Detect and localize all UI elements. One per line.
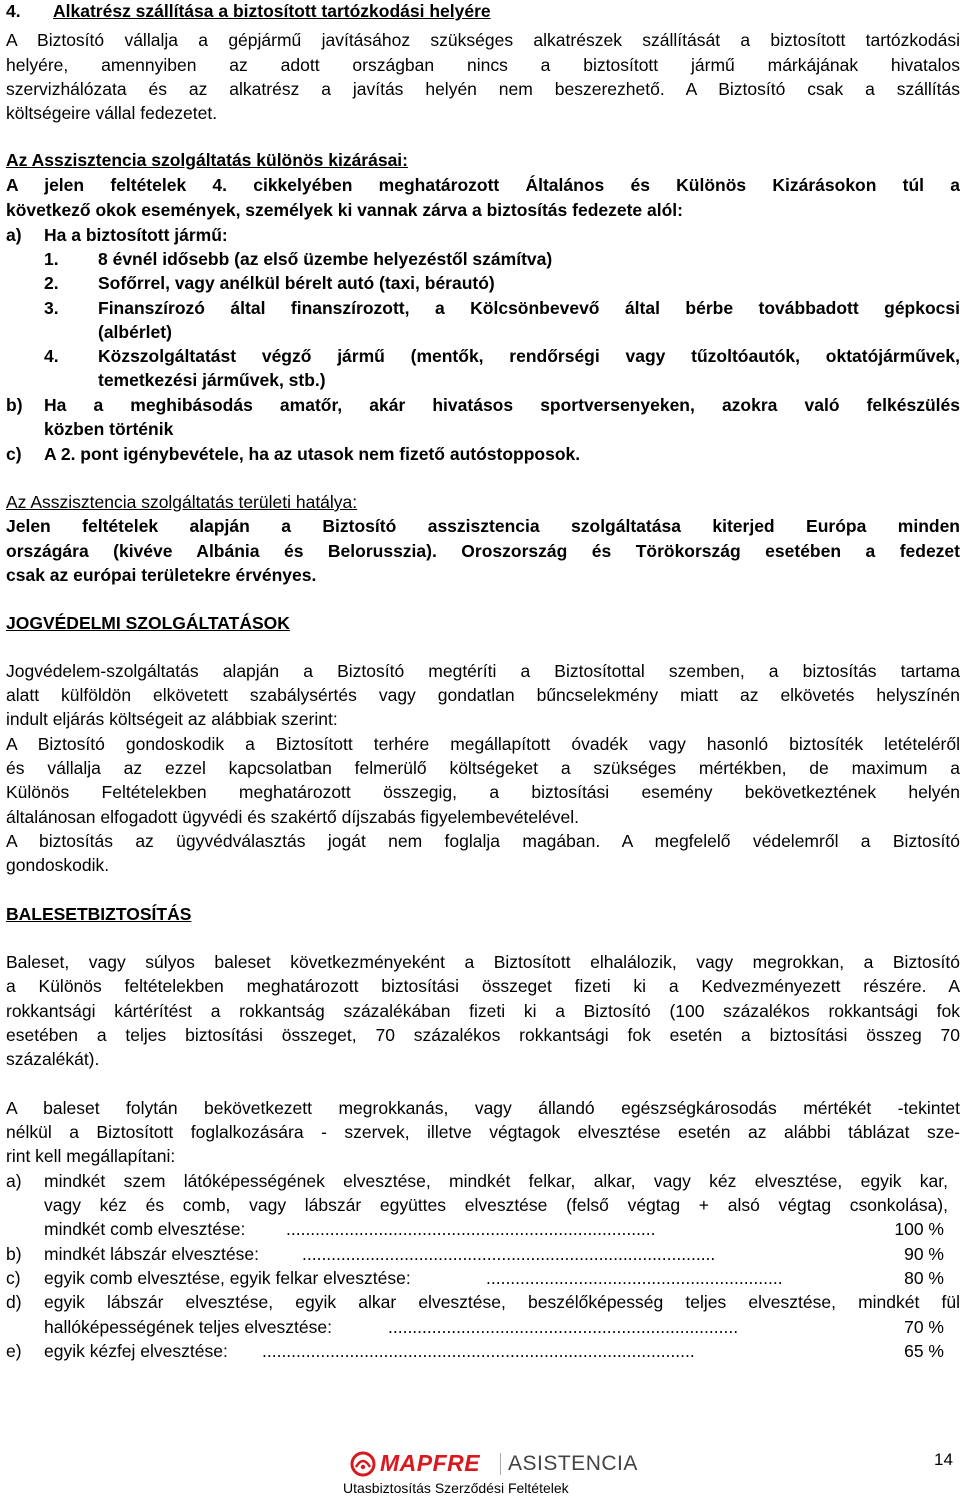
row-text: egyik kézfej elvesztése:	[44, 1341, 228, 1361]
mapfre-asistencia-logo	[350, 1450, 638, 1478]
logo-divider	[500, 1453, 501, 1475]
exclusions-intro-2: következő okok események, személyek ki vannak zárva a biztosítás fedezete alól:	[6, 200, 683, 220]
legal-line-4: A Biztosító gondoskodik a Biztosított terhére megállapított óvadék vagy hasonló biztosíték letételéről	[6, 734, 960, 754]
page-footer	[0, 1450, 960, 1495]
accident-p1-line-5: százalékát).	[6, 1049, 100, 1069]
leader-dots: .........................................................................................	[262, 1341, 695, 1361]
row-value: 100 %	[894, 1219, 944, 1239]
exclusions-title: Az Asszisztencia szolgáltatás különös kizárásai:	[6, 150, 408, 170]
list-text: Ha a biztosított jármű:	[44, 225, 228, 245]
disability-row-b	[6, 1243, 960, 1267]
leader-dots: ........................................................................	[388, 1317, 739, 1337]
section-title: Alkatrész szállítása a biztosított tartózkodási helyére	[53, 1, 491, 21]
brand-name: MAPFRE	[380, 1450, 481, 1476]
legal-line-1: Jogvédelem-szolgáltatás alapján a Biztosító megtéríti a Biztosítottal szemben, a biztosítás tartama	[6, 661, 960, 681]
accident-p1-line-2: a Különös feltételekben meghatározott biztosítási összeget fizeti ki a Kedvezményezett részére. A	[6, 976, 960, 996]
document-title-footer: Utasbiztosítás Szerződési Feltételek	[343, 1480, 569, 1496]
disability-row-a-cont: vagy kéz és comb, vagy lábszár együttes elvesztése (felső végtag + alsó végtag csonkolása),	[44, 1195, 948, 1215]
row-label: b)	[6, 1244, 22, 1264]
row-text: mindkét comb elvesztése:	[44, 1219, 246, 1239]
legal-line-2: alatt külföldön elkövetett szabálysértés vagy gondatlan bűncselekmény miatt az elkövetés helyszínén	[6, 685, 960, 705]
exclusions-intro-1: A jelen feltételek 4. cikkelyében meghatározott Általános és Különös Kizárásokon túl a	[6, 175, 960, 195]
s4-line-1: A Biztosító vállalja a gépjármű javításához szükséges alkatrészek szállítását a biztosított tartózkodási	[6, 30, 960, 50]
legal-title: JOGVÉDELMI SZOLGÁLTATÁSOK	[6, 613, 290, 633]
list-text: A 2. pont igénybevétele, ha az utasok nem fizető autóstopposok.	[44, 444, 581, 464]
territory-line-2: országára (kivéve Albánia és Belorusszia). Oroszország és Törökország esetében a fedezet	[6, 541, 960, 561]
row-value: 90 %	[892, 1243, 944, 1265]
item-number: 4.	[44, 346, 59, 366]
row-value: 70 %	[892, 1316, 944, 1338]
row-label: c)	[6, 1268, 21, 1288]
leader-dots: ............................................................................	[286, 1219, 656, 1239]
s4-line-4: költségeire vállal fedezetet.	[6, 103, 218, 123]
item-number: 3.	[44, 298, 59, 318]
row-text: egyik lábszár elvesztése, egyik alkar elvesztése, beszélőképesség teljes elvesztése, mindkét fül	[44, 1292, 960, 1312]
disability-row-e	[6, 1340, 960, 1364]
row-label: e)	[6, 1341, 22, 1361]
item-text: Sofőrrel, vagy anélkül bérelt autó (taxi, bérautó)	[98, 273, 495, 293]
row-text: mindkét szem látóképességének elvesztése, mindkét felkar, alkar, vagy kéz elvesztése, egyik kar,	[44, 1171, 948, 1191]
accident-p2-line-2: nélkül a Biztosított foglalkozására - szervek, illetve végtagok elvesztése esetén az alábbi táblázat sze-	[6, 1122, 960, 1142]
exclusion-b-cont: közben történik	[44, 419, 174, 439]
exclusion-item-3-cont: (albérlet)	[98, 322, 172, 342]
row-text: egyik comb elvesztése, egyik felkar elvesztése:	[44, 1268, 411, 1288]
row-label: d)	[6, 1292, 22, 1312]
section-number: 4.	[6, 1, 21, 21]
item-text: Finanszírozó által finanszírozott, a Kölcsönbevevő által bérbe továbbadott gépkocsi	[98, 298, 960, 318]
section-4-heading	[6, 0, 491, 22]
accident-title: BALESETBIZTOSÍTÁS	[6, 904, 192, 924]
territory-line-1: Jelen feltételek alapján a Biztosító asszisztencia szolgáltatása kiterjed Európa minden	[6, 516, 960, 536]
accident-p1-line-1: Baleset, vagy súlyos baleset következményeként a Biztosított elhalálozik, vagy megrokkan, a Biztosító	[6, 952, 960, 972]
disability-row-d-last	[6, 1316, 960, 1340]
territory-title: Az Asszisztencia szolgáltatás területi hatálya:	[6, 492, 358, 512]
legal-line-8: A biztosítás az ügyvédválasztás jogát nem foglalja magában. A megfelelő védelemről a Biztosító	[6, 831, 960, 851]
list-label: b)	[6, 395, 23, 415]
page-number: 14	[934, 1450, 953, 1469]
row-value: 80 %	[892, 1267, 944, 1289]
legal-line-7: általánosan elfogadott ügyvédi és szakértő díjszabás figyelembevételével.	[6, 807, 579, 827]
item-number: 1.	[44, 249, 59, 269]
leader-dots: .....................................................................................	[302, 1244, 716, 1264]
legal-line-6: Különös Feltételekben meghatározott összegig, a biztosítási esemény bekövetkeztének helyén	[6, 782, 960, 802]
accident-p2-line-3: rint kell megállapítani:	[6, 1146, 176, 1166]
mapfre-emblem-icon	[350, 1451, 376, 1477]
s4-line-3: szervizhálózata és az alkatrész a javítás helyén nem beszerezhető. A Biztosító csak a szállítás	[6, 79, 960, 99]
disability-row-a-last	[6, 1218, 960, 1242]
row-value: 65 %	[892, 1340, 944, 1362]
accident-p1-line-4: esetében a teljes biztosítási összeget, 70 százalékos rokkantsági fok esetén a biztosítási összeg 70	[6, 1025, 960, 1045]
row-text: mindkét lábszár elvesztése:	[44, 1244, 259, 1264]
leader-dots: .............................................................	[486, 1268, 783, 1288]
legal-line-9: gondoskodik.	[6, 855, 110, 875]
item-text: Közszolgáltatást végző jármű (mentők, rendőrségi vagy tűzoltóautók, oktatójárművek,	[98, 346, 960, 366]
row-text: hallóképességének teljes elvesztése:	[44, 1317, 332, 1337]
disability-row-c	[6, 1267, 960, 1291]
territory-line-3: csak az európai területekre érvényes.	[6, 565, 317, 585]
item-number: 2.	[44, 273, 59, 293]
list-label: c)	[6, 444, 22, 464]
item-text: 8 évnél idősebb (az első üzembe helyezéstől számítva)	[98, 249, 553, 269]
accident-p1-line-3: rokkantsági kártérítést a rokkantság százalékában fizeti ki a Biztosító (100 százalékos rokkantsági fok	[6, 1001, 960, 1021]
exclusion-item-4-cont: temetkezési járművek, stb.)	[98, 370, 326, 390]
legal-line-3: indult eljárás költségeit az alábbiak szerint:	[6, 709, 338, 729]
row-label: a)	[6, 1171, 22, 1191]
legal-line-5: és vállalja az ezzel kapcsolatban felmerülő költségeket a szükséges mértékben, de maximum a	[6, 758, 960, 778]
brand-subtitle: ASISTENCIA	[508, 1452, 638, 1475]
s4-line-2: helyére, amennyiben az adott országban nincs a biztosított jármű márkájának hivatalos	[6, 55, 960, 75]
accident-p2-line-1: A baleset folytán bekövetkezett megrokkanás, vagy állandó egészségkárosodás mértékét -tekintet	[6, 1098, 960, 1118]
list-text: Ha a meghibásodás amatőr, akár hivatásos sportversenyeken, azokra való felkészülés	[44, 395, 960, 415]
list-label: a)	[6, 225, 22, 245]
